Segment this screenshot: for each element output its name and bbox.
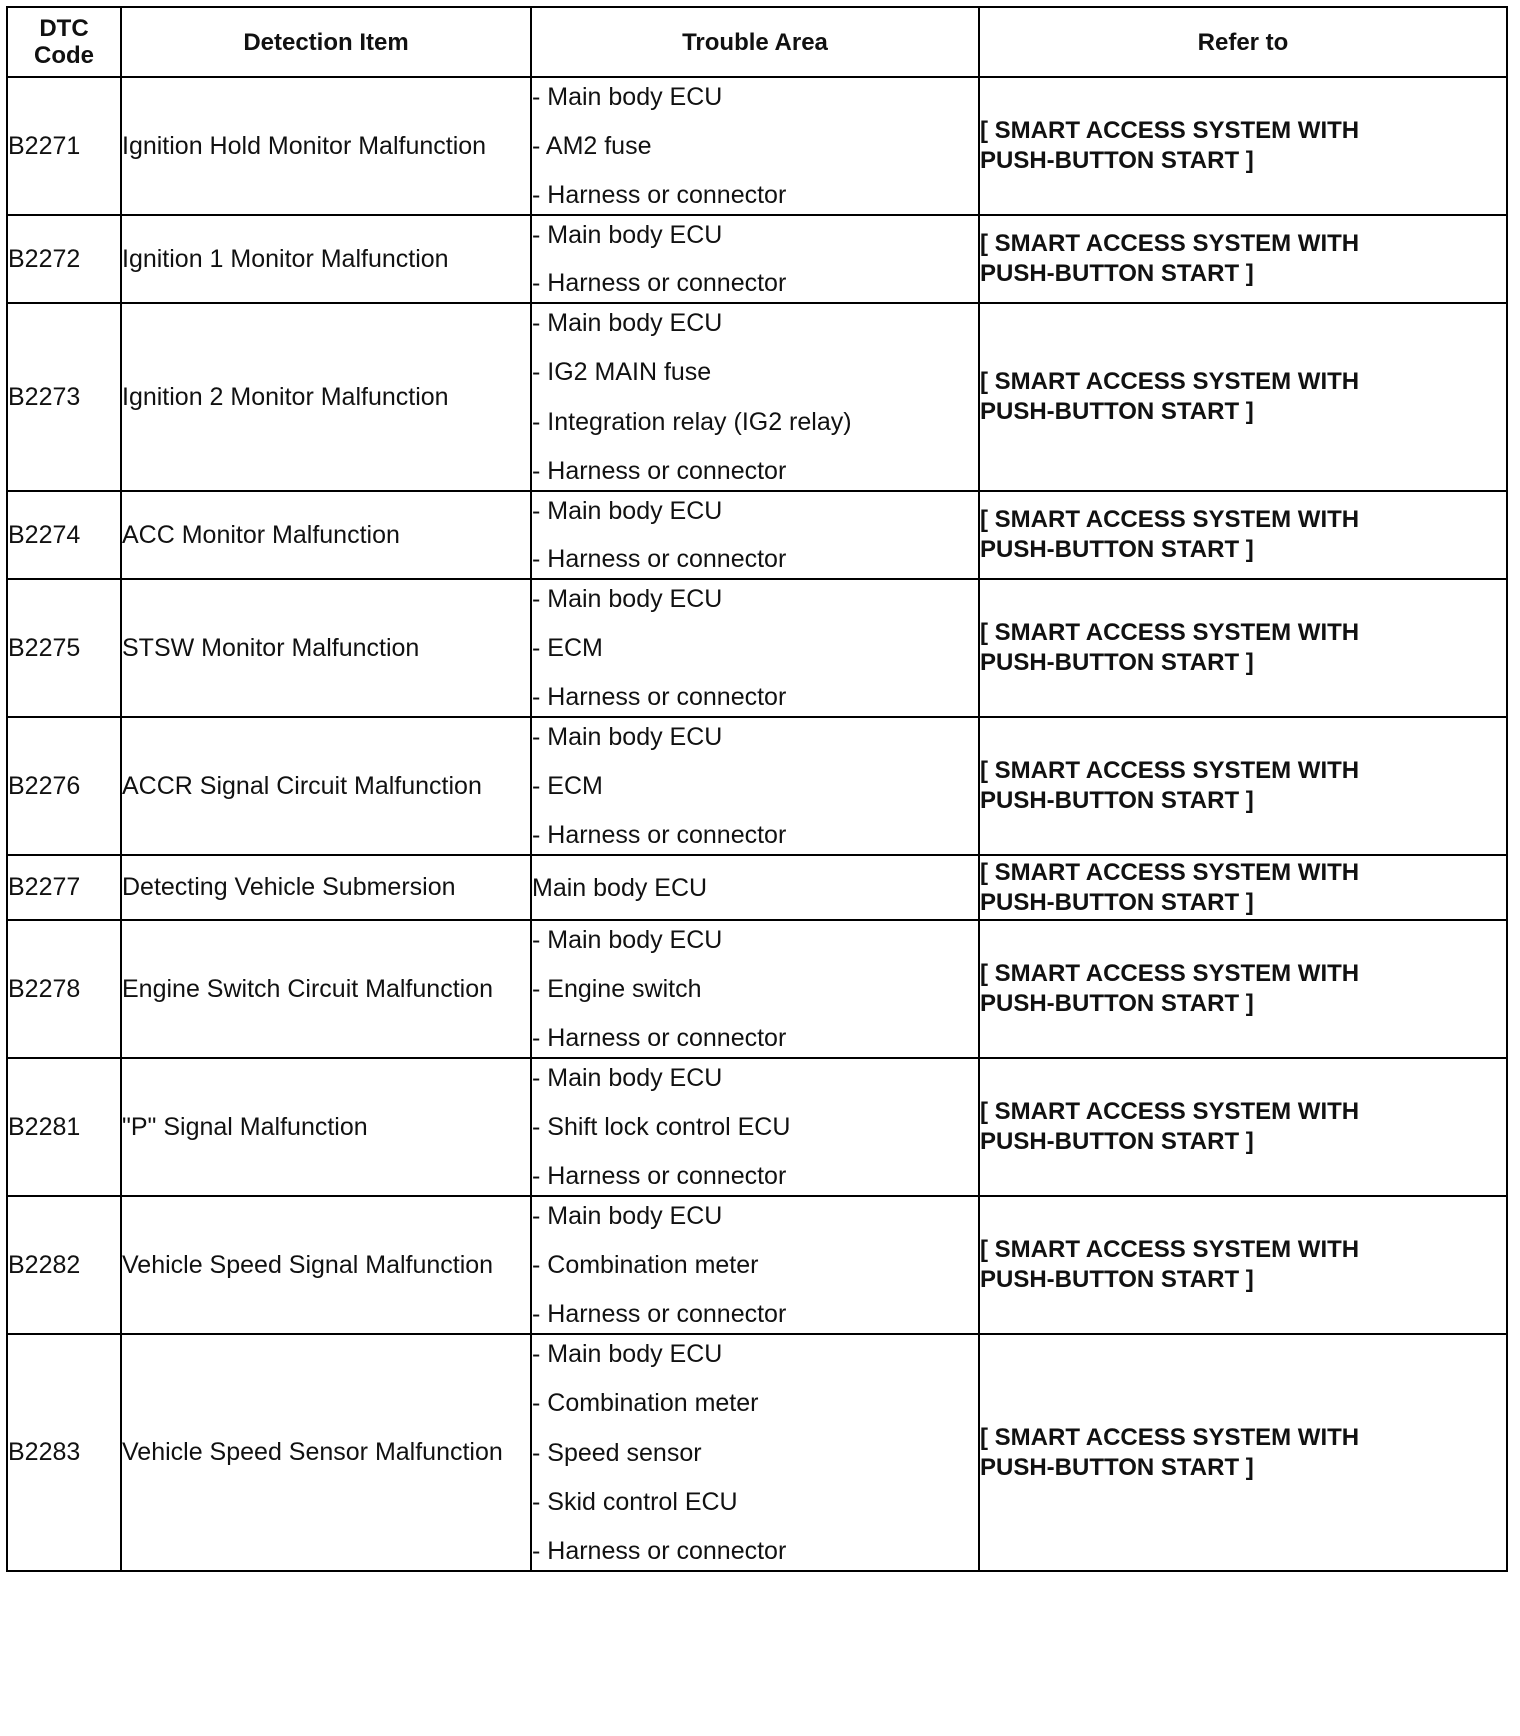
refer-to-cell — [979, 491, 1507, 579]
trouble-area-cell — [531, 303, 979, 491]
detection-item-cell: Ignition 1 Monitor Malfunction — [121, 215, 531, 303]
refer-to-cell — [979, 855, 1507, 920]
dtc-code-cell: B2283 — [7, 1334, 121, 1571]
dtc-code-cell: B2278 — [7, 920, 121, 1058]
refer-to-cell — [979, 303, 1507, 491]
trouble-area-item: - Engine switch — [532, 975, 702, 1003]
detection-item-cell: ACC Monitor Malfunction — [121, 491, 531, 579]
trouble-area-item: - Main body ECU — [532, 926, 723, 954]
header-dtc-code: DTC Code — [7, 7, 121, 77]
trouble-area-item: - Main body ECU — [532, 309, 723, 337]
table-row — [7, 855, 1507, 920]
trouble-area-item: - Integration relay (IG2 relay) — [532, 407, 852, 436]
trouble-area-cell — [531, 491, 979, 579]
trouble-area-item: - Harness or connector — [532, 683, 787, 711]
refer-to-cell — [979, 1058, 1507, 1196]
refer-to-link-text: [ SMART ACCESS SYSTEM WITH PUSH-BUTTON START ] — [980, 1236, 1360, 1293]
refer-to-link-text: [ SMART ACCESS SYSTEM WITH PUSH-BUTTON START ] — [980, 619, 1360, 676]
refer-to-link-text: [ SMART ACCESS SYSTEM WITH PUSH-BUTTON START ] — [980, 1423, 1360, 1481]
dtc-code-cell: B2274 — [7, 491, 121, 579]
trouble-area-item: Main body ECU — [532, 873, 708, 902]
dtc-code-cell: B2276 — [7, 717, 121, 855]
trouble-area-list — [532, 304, 978, 490]
trouble-area-cell — [531, 215, 979, 303]
trouble-area-cell — [531, 1334, 979, 1571]
trouble-area-cell — [531, 77, 979, 215]
header-row — [7, 7, 1507, 77]
refer-to-cell — [979, 215, 1507, 303]
trouble-area-cell — [531, 579, 979, 717]
detection-item-cell: STSW Monitor Malfunction — [121, 579, 531, 717]
trouble-area-list — [532, 216, 978, 302]
trouble-area-item: - Combination meter — [532, 1389, 759, 1418]
table-row — [7, 1196, 1507, 1334]
refer-to-cell — [979, 717, 1507, 855]
table-row — [7, 717, 1507, 855]
refer-to-link-text: [ SMART ACCESS SYSTEM WITH PUSH-BUTTON START ] — [980, 230, 1360, 287]
trouble-area-list — [532, 856, 978, 919]
trouble-area-item: - Speed sensor — [532, 1438, 702, 1467]
trouble-area-item: - Main body ECU — [532, 1340, 723, 1368]
detection-item-cell: Ignition 2 Monitor Malfunction — [121, 303, 531, 491]
refer-to-link-text: [ SMART ACCESS SYSTEM WITH PUSH-BUTTON START ] — [980, 960, 1360, 1017]
trouble-area-item: - Skid control ECU — [532, 1487, 738, 1516]
refer-to-cell — [979, 579, 1507, 717]
trouble-area-list — [532, 921, 978, 1057]
trouble-area-item: - Harness or connector — [532, 1162, 787, 1190]
table-row — [7, 1334, 1507, 1571]
trouble-area-item: - AM2 fuse — [532, 132, 652, 160]
trouble-area-item: - Main body ECU — [532, 221, 723, 249]
trouble-area-item: - Harness or connector — [532, 1024, 787, 1052]
trouble-area-list — [532, 1059, 978, 1195]
trouble-area-list — [532, 1197, 978, 1333]
trouble-area-item: - Harness or connector — [532, 269, 787, 297]
dtc-code-cell: B2277 — [7, 855, 121, 920]
trouble-area-cell — [531, 855, 979, 920]
trouble-area-item: - Combination meter — [532, 1251, 759, 1279]
trouble-area-item: - Main body ECU — [532, 83, 723, 111]
table-row — [7, 1058, 1507, 1196]
table-row — [7, 920, 1507, 1058]
refer-to-cell — [979, 1196, 1507, 1334]
detection-item-cell: Detecting Vehicle Submersion — [121, 855, 531, 920]
trouble-area-cell — [531, 717, 979, 855]
dtc-code-cell: B2272 — [7, 215, 121, 303]
table-row — [7, 303, 1507, 491]
trouble-area-item: - ECM — [532, 772, 603, 800]
table-row — [7, 215, 1507, 303]
trouble-area-item: - Harness or connector — [532, 821, 787, 849]
dtc-code-cell: B2271 — [7, 77, 121, 215]
trouble-area-item: - Main body ECU — [532, 723, 723, 751]
trouble-area-item: - Harness or connector — [532, 181, 787, 209]
refer-to-link-text: [ SMART ACCESS SYSTEM WITH PUSH-BUTTON START ] — [980, 506, 1360, 563]
trouble-area-item: - Shift lock control ECU — [532, 1113, 791, 1141]
trouble-area-item: - Harness or connector — [532, 545, 787, 573]
refer-to-cell — [979, 920, 1507, 1058]
dtc-table — [6, 6, 1508, 1572]
detection-item-cell: Vehicle Speed Signal Malfunction — [121, 1196, 531, 1334]
refer-to-link-text: [ SMART ACCESS SYSTEM WITH PUSH-BUTTON START ] — [980, 368, 1360, 425]
detection-item-cell: "P" Signal Malfunction — [121, 1058, 531, 1196]
detection-item-cell: Ignition Hold Monitor Malfunction — [121, 77, 531, 215]
trouble-area-list — [532, 492, 978, 578]
table-row — [7, 579, 1507, 717]
header-refer-to: Refer to — [979, 7, 1507, 77]
trouble-area-item: - Main body ECU — [532, 1064, 723, 1092]
trouble-area-item: - Main body ECU — [532, 497, 723, 525]
dtc-code-cell: B2282 — [7, 1196, 121, 1334]
trouble-area-list — [532, 718, 978, 854]
trouble-area-cell — [531, 1058, 979, 1196]
refer-to-link-text: [ SMART ACCESS SYSTEM WITH PUSH-BUTTON START ] — [980, 858, 1360, 916]
table-header — [7, 7, 1507, 77]
header-detection-item: Detection Item — [121, 7, 531, 77]
trouble-area-item: - IG2 MAIN fuse — [532, 358, 712, 387]
detection-item-cell: Engine Switch Circuit Malfunction — [121, 920, 531, 1058]
trouble-area-list — [532, 78, 978, 214]
trouble-area-item: - Harness or connector — [532, 1537, 787, 1565]
detection-item-cell: Vehicle Speed Sensor Malfunction — [121, 1334, 531, 1571]
trouble-area-item: - ECM — [532, 634, 603, 662]
refer-to-cell — [979, 1334, 1507, 1571]
refer-to-link-text: [ SMART ACCESS SYSTEM WITH PUSH-BUTTON START ] — [980, 757, 1360, 814]
detection-item-cell: ACCR Signal Circuit Malfunction — [121, 717, 531, 855]
trouble-area-item: - Harness or connector — [532, 1300, 787, 1328]
trouble-area-cell — [531, 920, 979, 1058]
refer-to-link-text: [ SMART ACCESS SYSTEM WITH PUSH-BUTTON START ] — [980, 117, 1360, 174]
trouble-area-item: - Main body ECU — [532, 1202, 723, 1230]
trouble-area-item: - Main body ECU — [532, 585, 723, 613]
refer-to-cell — [979, 77, 1507, 215]
dtc-code-cell: B2281 — [7, 1058, 121, 1196]
table-row — [7, 491, 1507, 579]
trouble-area-cell — [531, 1196, 979, 1334]
dtc-code-cell: B2275 — [7, 579, 121, 717]
header-trouble-area: Trouble Area — [531, 7, 979, 77]
trouble-area-item: - Harness or connector — [532, 456, 787, 485]
dtc-code-cell: B2273 — [7, 303, 121, 491]
refer-to-link-text: [ SMART ACCESS SYSTEM WITH PUSH-BUTTON START ] — [980, 1098, 1360, 1155]
trouble-area-list — [532, 580, 978, 716]
trouble-area-list — [532, 1335, 978, 1570]
table-row — [7, 77, 1507, 215]
table-body — [7, 77, 1507, 1571]
